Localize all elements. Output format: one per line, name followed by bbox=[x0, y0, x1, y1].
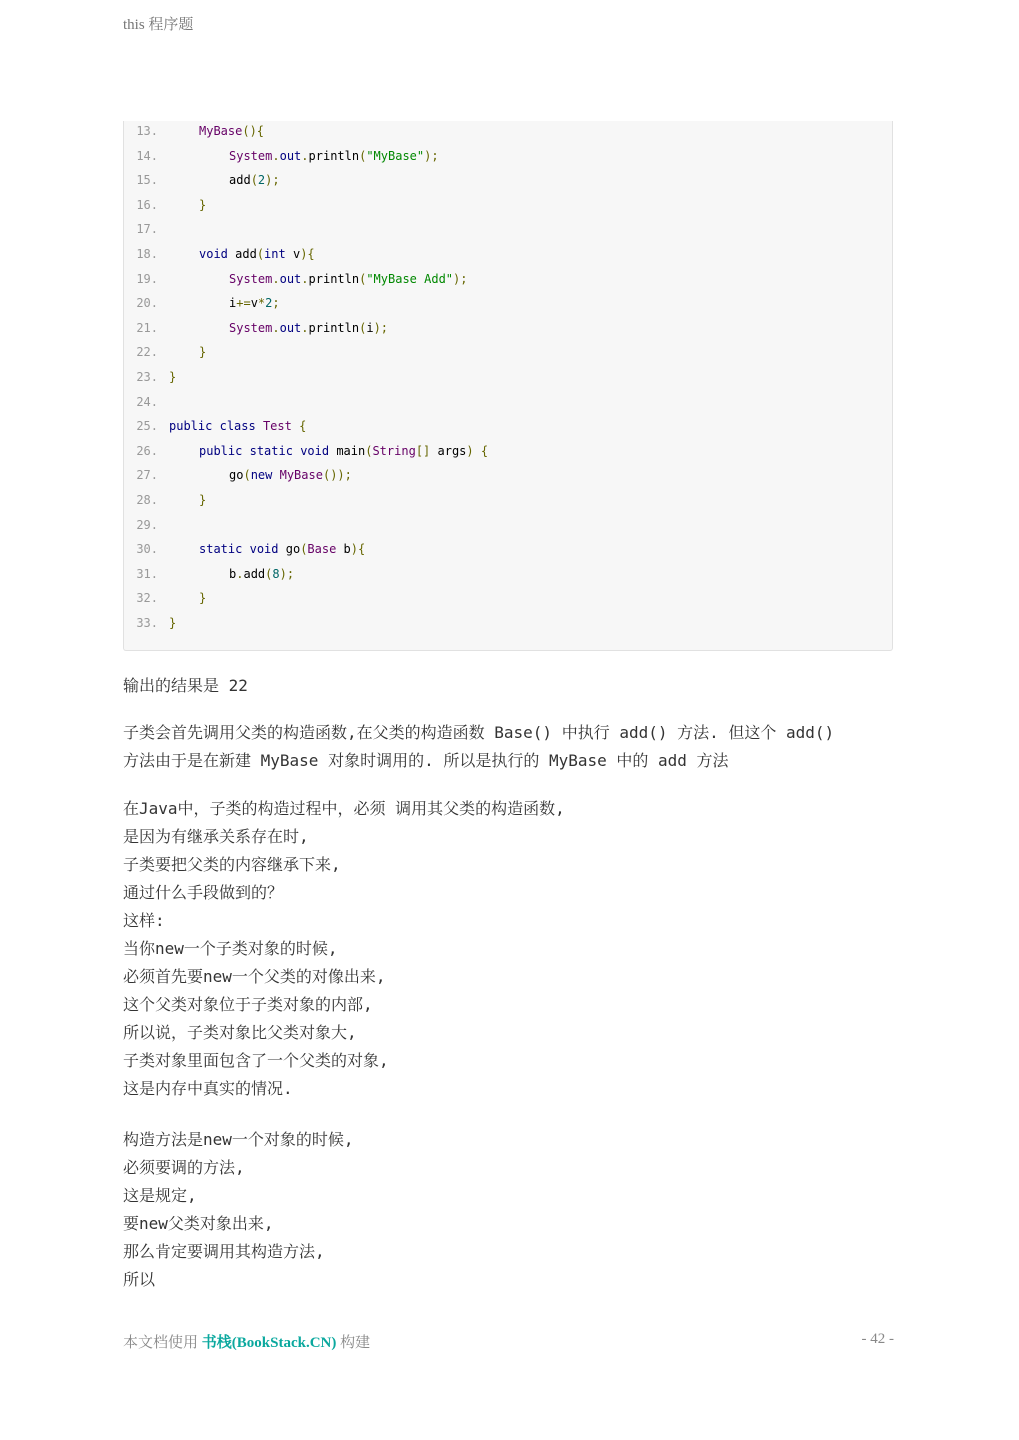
text-line: 通过什么手段做到的？ bbox=[123, 883, 284, 902]
line-number: 31. bbox=[136, 566, 158, 581]
text-line: 在Java中，子类的构造过程中，必须 调用其父类的构造函数, bbox=[123, 799, 565, 818]
code-line: 25. public class Test { bbox=[124, 416, 306, 436]
code-line: 21. System.out.println(i); bbox=[124, 318, 388, 338]
text-line: 构造方法是new一个对象的时候, bbox=[123, 1130, 354, 1149]
line-number: 23. bbox=[136, 370, 158, 384]
line-number: 18. bbox=[136, 247, 158, 261]
code-line: 30. static void go(Base b){ bbox=[124, 539, 365, 559]
text-line: 要new父类对象出来, bbox=[123, 1214, 274, 1233]
line-number: 25. bbox=[136, 419, 158, 434]
text-line: 所以说，子类对象比父类对象大, bbox=[123, 1023, 357, 1042]
code-line bbox=[124, 515, 169, 535]
footer-credit bbox=[123, 1331, 370, 1352]
text-line: 这样: bbox=[123, 911, 165, 930]
text-line: 所以 bbox=[123, 1270, 156, 1289]
footer-suffix: 构建 bbox=[336, 1335, 371, 1351]
text-line: 必须首先要new一个父类的对像出来, bbox=[123, 967, 386, 986]
bookstack-link[interactable]: 书栈(BookStack.CN) bbox=[201, 1335, 337, 1351]
line-number: 28. bbox=[136, 493, 158, 507]
code-block bbox=[123, 121, 893, 651]
text-line: 这是规定, bbox=[123, 1186, 197, 1205]
code-line: 31. b.add(8); bbox=[124, 564, 294, 584]
code-line: 13. MyBase(){ bbox=[124, 121, 264, 141]
text-line: 方法由于是在新建 MyBase 对象时调用的. 所以是执行的 MyBase 中的 add 方法 bbox=[123, 751, 729, 770]
code-line: 14. System.out.println("MyBase"); bbox=[124, 146, 439, 166]
code-line: 15. add(2); bbox=[124, 170, 280, 190]
line-number: 26. bbox=[136, 443, 158, 458]
result-text: 输出的结果是 22 bbox=[123, 676, 248, 695]
line-number: 19. bbox=[136, 271, 158, 286]
line-number: 33. bbox=[136, 616, 158, 630]
code-line: 32. } bbox=[124, 588, 206, 608]
text-line: 这是内存中真实的情况. bbox=[123, 1079, 293, 1098]
line-number: 14. bbox=[136, 148, 158, 163]
code-line bbox=[124, 392, 169, 412]
code-line: 26. public static void main(String[] args) { bbox=[124, 441, 488, 461]
text-line: 这个父类对象位于子类对象的内部, bbox=[123, 995, 373, 1014]
page-number: - 42 - bbox=[861, 1331, 894, 1347]
line-number: 30. bbox=[136, 542, 158, 557]
line-number: 24. bbox=[136, 394, 158, 409]
line-number: 15. bbox=[136, 173, 158, 188]
inheritance-paragraph bbox=[123, 795, 903, 1103]
page-header-title: this 程序题 bbox=[123, 17, 194, 33]
line-number: 22. bbox=[136, 345, 158, 360]
line-number: 17. bbox=[136, 222, 158, 237]
explanation-paragraph bbox=[123, 719, 903, 775]
text-line: 是因为有继承关系存在时, bbox=[123, 827, 309, 846]
code-line: 27. go(new MyBase()); bbox=[124, 465, 352, 485]
constructor-paragraph bbox=[123, 1126, 903, 1294]
text-line: 子类会首先调用父类的构造函数,在父类的构造函数 Base() 中执行 add() 方法. 但这个 add() bbox=[123, 723, 835, 742]
line-number: 16. bbox=[136, 197, 158, 212]
code-line: 19. System.out.println("MyBase Add"); bbox=[124, 269, 467, 289]
text-line: 那么肯定要调用其构造方法, bbox=[123, 1242, 325, 1261]
code-line: 23. } bbox=[124, 367, 176, 387]
line-number: 13. bbox=[136, 124, 158, 138]
code-line: 28. } bbox=[124, 490, 206, 510]
line-number: 20. bbox=[136, 296, 158, 311]
footer-prefix: 本文档使用 bbox=[123, 1335, 202, 1351]
code-line bbox=[124, 219, 169, 239]
code-line: 20. i+=v*2; bbox=[124, 293, 280, 313]
line-number: 32. bbox=[136, 591, 158, 606]
line-number: 21. bbox=[136, 320, 158, 335]
line-number: 27. bbox=[136, 468, 158, 483]
code-line: 18. void add(int v){ bbox=[124, 244, 315, 264]
text-line: 子类对象里面包含了一个父类的对象, bbox=[123, 1051, 389, 1070]
code-line: 16. } bbox=[124, 195, 206, 215]
result-paragraph bbox=[123, 672, 903, 700]
text-line: 子类要把父类的内容继承下来, bbox=[123, 855, 341, 874]
text-line: 当你new一个子类对象的时候, bbox=[123, 939, 338, 958]
text-line: 必须要调的方法, bbox=[123, 1158, 245, 1177]
code-line: 22. } bbox=[124, 342, 206, 362]
line-number: 29. bbox=[136, 517, 158, 532]
code-line: 33. } bbox=[124, 613, 176, 633]
